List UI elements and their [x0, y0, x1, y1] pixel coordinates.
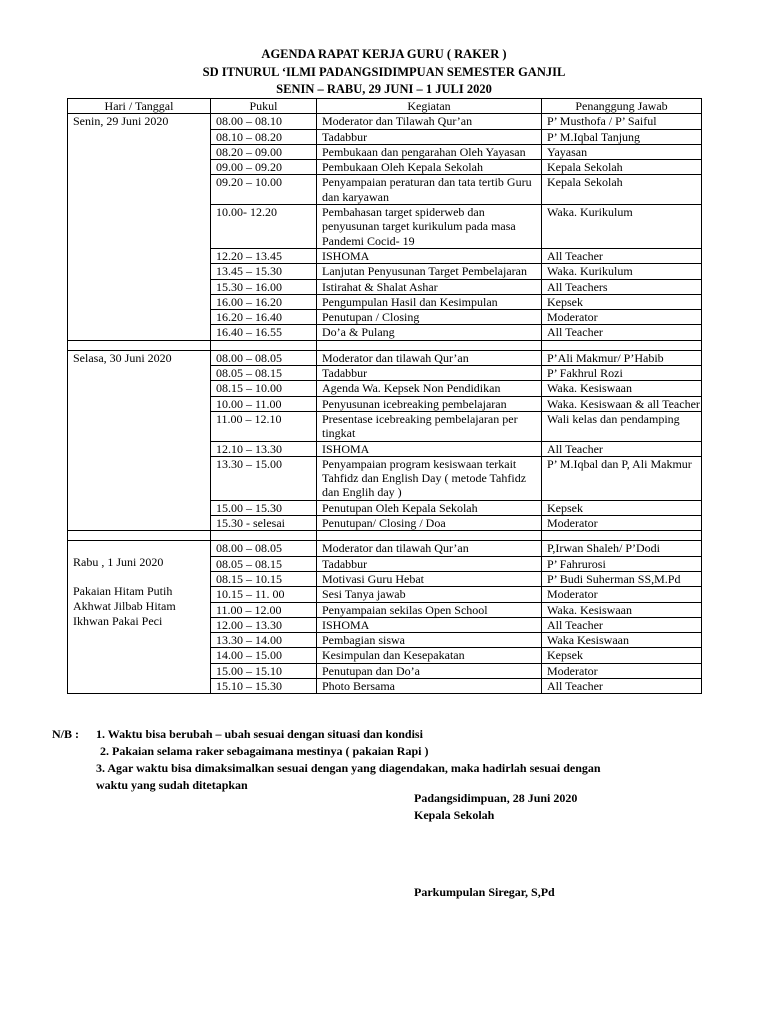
pic-cell: P’ M.Iqbal Tanjung: [542, 129, 702, 144]
title-line-2: SD ITNURUL ‘ILMI PADANGSIDIMPUAN SEMESTER GANJIL: [202, 64, 566, 79]
activity-cell: Pembagian siswa: [317, 633, 542, 648]
table-row: [68, 350, 702, 365]
activity-cell: Penyusunan icebreaking pembelajaran: [317, 396, 542, 411]
separator-cell: [317, 340, 542, 350]
notes-label: N/B :: [52, 727, 79, 741]
activity-cell: Penyampaian program kesiswaan terkait Tahfidz dan English Day ( metode Tahfidz dan Englih day ): [317, 456, 542, 500]
pic-cell: Wali kelas dan pendamping: [542, 411, 702, 441]
pic-cell: Waka. Kurikulum: [542, 205, 702, 249]
activity-cell: Do’a & Pulang: [317, 325, 542, 340]
day-note-line: [73, 570, 210, 584]
day-cell: [68, 350, 211, 531]
note-item-3: 3. Agar waktu bisa dimaksimalkan sesuai dengan yang diagendakan, maka hadirlah sesuai dengan: [96, 761, 601, 775]
notes-section: [52, 726, 742, 794]
pic-cell: Waka Kesiswaan: [542, 633, 702, 648]
separator-cell: [542, 340, 702, 350]
pic-cell: Waka. Kurikulum: [542, 264, 702, 279]
activity-cell: Moderator dan Tilawah Qur’an: [317, 114, 542, 129]
activity-cell: Penyampaian peraturan dan tata tertib Guru dan karyawan: [317, 175, 542, 205]
pic-cell: P’ Musthofa / P’ Saiful: [542, 114, 702, 129]
activity-cell: Penutupan dan Do’a: [317, 663, 542, 678]
time-cell: 15.00 – 15.30: [211, 500, 317, 515]
pic-cell: P,Irwan Shaleh/ P’Dodi: [542, 541, 702, 556]
activity-cell: Tadabbur: [317, 366, 542, 381]
time-cell: 10.15 – 11. 00: [211, 587, 317, 602]
pic-cell: Waka. Kesiswaan: [542, 602, 702, 617]
time-cell: 08.20 – 09.00: [211, 144, 317, 159]
activity-cell: Penutupan / Closing: [317, 310, 542, 325]
note-item-3-continued: waktu yang sudah ditetapkan: [96, 778, 248, 792]
activity-cell: Penyampaian sekilas Open School: [317, 602, 542, 617]
day-cell: [68, 541, 211, 694]
activity-cell: Tadabbur: [317, 129, 542, 144]
pic-cell: All Teacher: [542, 248, 702, 263]
document-header: [0, 46, 768, 99]
agenda-body: [68, 114, 702, 694]
pic-cell: Kepala Sekolah: [542, 160, 702, 175]
separator-cell: [317, 531, 542, 541]
column-header-pic: Penanggung Jawab: [542, 99, 702, 114]
time-cell: 15.10 – 15.30: [211, 678, 317, 693]
time-cell: 13.30 – 15.00: [211, 456, 317, 500]
activity-cell: ISHOMA: [317, 441, 542, 456]
pic-cell: Kepsek: [542, 648, 702, 663]
separator-cell: [211, 340, 317, 350]
time-cell: 09.00 – 09.20: [211, 160, 317, 175]
time-cell: 08.15 – 10.00: [211, 381, 317, 396]
time-cell: 08.05 – 08.15: [211, 366, 317, 381]
day-label: Selasa, 30 Juni 2020: [73, 350, 172, 365]
day-text-block: [73, 114, 210, 129]
time-cell: 09.20 – 10.00: [211, 175, 317, 205]
table-header-row: [68, 99, 702, 114]
pic-cell: P’ Budi Suherman SS,M.Pd: [542, 571, 702, 586]
pic-cell: Moderator: [542, 587, 702, 602]
day-separator-row: [68, 340, 702, 350]
time-cell: 14.00 – 15.00: [211, 648, 317, 663]
pic-cell: Yayasan: [542, 144, 702, 159]
pic-cell: Moderator: [542, 310, 702, 325]
pic-cell: Waka. Kesiswaan & all Teacher: [542, 396, 702, 411]
time-cell: 16.40 – 16.55: [211, 325, 317, 340]
time-cell: 12.00 – 13.30: [211, 617, 317, 632]
pic-cell: P’Ali Makmur/ P’Habib: [542, 350, 702, 365]
column-header-activity: Kegiatan: [317, 99, 542, 114]
pic-cell: All Teacher: [542, 617, 702, 632]
pic-cell: Moderator: [542, 663, 702, 678]
time-cell: 15.00 – 15.10: [211, 663, 317, 678]
time-cell: 11.00 – 12.00: [211, 602, 317, 617]
activity-cell: Moderator dan tilawah Qur’an: [317, 350, 542, 365]
activity-cell: Lanjutan Penyusunan Target Pembelajaran: [317, 264, 542, 279]
day-note-line: Akhwat Jilbab Hitam: [73, 599, 176, 614]
title-line-3: SENIN – RABU, 29 JUNI – 1 JULI 2020: [276, 82, 492, 96]
signature-name: Parkumpulan Siregar, S,Pd: [414, 885, 555, 899]
activity-cell: ISHOMA: [317, 248, 542, 263]
time-cell: 10.00- 12.20: [211, 205, 317, 249]
time-cell: 16.20 – 16.40: [211, 310, 317, 325]
separator-cell: [68, 531, 211, 541]
day-note-line: Pakaian Hitam Putih: [73, 584, 173, 599]
activity-cell: Agenda Wa. Kepsek Non Pendidikan: [317, 381, 542, 396]
activity-cell: Sesi Tanya jawab: [317, 587, 542, 602]
pic-cell: Waka. Kesiswaan: [542, 381, 702, 396]
activity-cell: Presentase icebreaking pembelajaran per tingkat: [317, 411, 542, 441]
title-line-1: AGENDA RAPAT KERJA GURU ( RAKER ): [261, 47, 507, 61]
activity-cell: Penutupan/ Closing / Doa: [317, 516, 542, 531]
activity-cell: Pembukaan Oleh Kepala Sekolah: [317, 160, 542, 175]
pic-cell: Kepsek: [542, 294, 702, 309]
activity-cell: Penutupan Oleh Kepala Sekolah: [317, 500, 542, 515]
note-item-2: 2. Pakaian selama raker sebagaimana mestinya ( pakaian Rapi ): [100, 744, 429, 758]
agenda-table: [67, 98, 702, 694]
pic-cell: P’ Fakhrul Rozi: [542, 366, 702, 381]
time-cell: 08.00 – 08.05: [211, 350, 317, 365]
pic-cell: Kepsek: [542, 500, 702, 515]
day-text-block: [73, 351, 210, 366]
activity-cell: ISHOMA: [317, 617, 542, 632]
day-label: Rabu , 1 Juni 2020: [73, 555, 164, 570]
time-cell: 08.15 – 10.15: [211, 571, 317, 586]
day-cell: [68, 114, 211, 340]
table-row: [68, 541, 702, 556]
column-header-time: Pukul: [211, 99, 317, 114]
activity-cell: Kesimpulan dan Kesepakatan: [317, 648, 542, 663]
day-label: Senin, 29 Juni 2020: [73, 114, 169, 129]
signature-block: [414, 790, 577, 901]
signature-position: Kepala Sekolah: [414, 808, 495, 822]
time-cell: 08.05 – 08.15: [211, 556, 317, 571]
signature-place-date: Padangsidimpuan, 28 Juni 2020: [414, 791, 578, 805]
day-separator-row: [68, 531, 702, 541]
activity-cell: Photo Bersama: [317, 678, 542, 693]
activity-cell: Tadabbur: [317, 556, 542, 571]
note-item-1: 1. Waktu bisa berubah – ubah sesuai dengan situasi dan kondisi: [96, 727, 423, 741]
time-cell: 13.45 – 15.30: [211, 264, 317, 279]
day-text-block: [73, 555, 210, 629]
separator-cell: [542, 531, 702, 541]
time-cell: 13.30 – 14.00: [211, 633, 317, 648]
column-header-day: Hari / Tanggal: [68, 99, 211, 114]
activity-cell: Istirahat & Shalat Ashar: [317, 279, 542, 294]
pic-cell: All Teachers: [542, 279, 702, 294]
time-cell: 08.00 – 08.05: [211, 541, 317, 556]
pic-cell: All Teacher: [542, 678, 702, 693]
day-note-line: Ikhwan Pakai Peci: [73, 614, 163, 629]
pic-cell: P’ Fahrurosi: [542, 556, 702, 571]
activity-cell: Pengumpulan Hasil dan Kesimpulan: [317, 294, 542, 309]
time-cell: 10.00 – 11.00: [211, 396, 317, 411]
pic-cell: P’ M.Iqbal dan P, Ali Makmur: [542, 456, 702, 500]
pic-cell: Moderator: [542, 516, 702, 531]
time-cell: 15.30 - selesai: [211, 516, 317, 531]
separator-cell: [68, 340, 211, 350]
time-cell: 11.00 – 12.10: [211, 411, 317, 441]
time-cell: 08.10 – 08.20: [211, 129, 317, 144]
pic-cell: All Teacher: [542, 325, 702, 340]
pic-cell: All Teacher: [542, 441, 702, 456]
separator-cell: [211, 531, 317, 541]
activity-cell: Pembahasan target spiderweb dan penyusunan target kurikulum pada masa Pandemi Cocid- 19: [317, 205, 542, 249]
activity-cell: Motivasi Guru Hebat: [317, 571, 542, 586]
table-row: [68, 114, 702, 129]
time-cell: 08.00 – 08.10: [211, 114, 317, 129]
time-cell: 15.30 – 16.00: [211, 279, 317, 294]
activity-cell: Pembukaan dan pengarahan Oleh Yayasan: [317, 144, 542, 159]
time-cell: 16.00 – 16.20: [211, 294, 317, 309]
time-cell: 12.10 – 13.30: [211, 441, 317, 456]
activity-cell: Moderator dan tilawah Qur’an: [317, 541, 542, 556]
time-cell: 12.20 – 13.45: [211, 248, 317, 263]
pic-cell: Kepala Sekolah: [542, 175, 702, 205]
